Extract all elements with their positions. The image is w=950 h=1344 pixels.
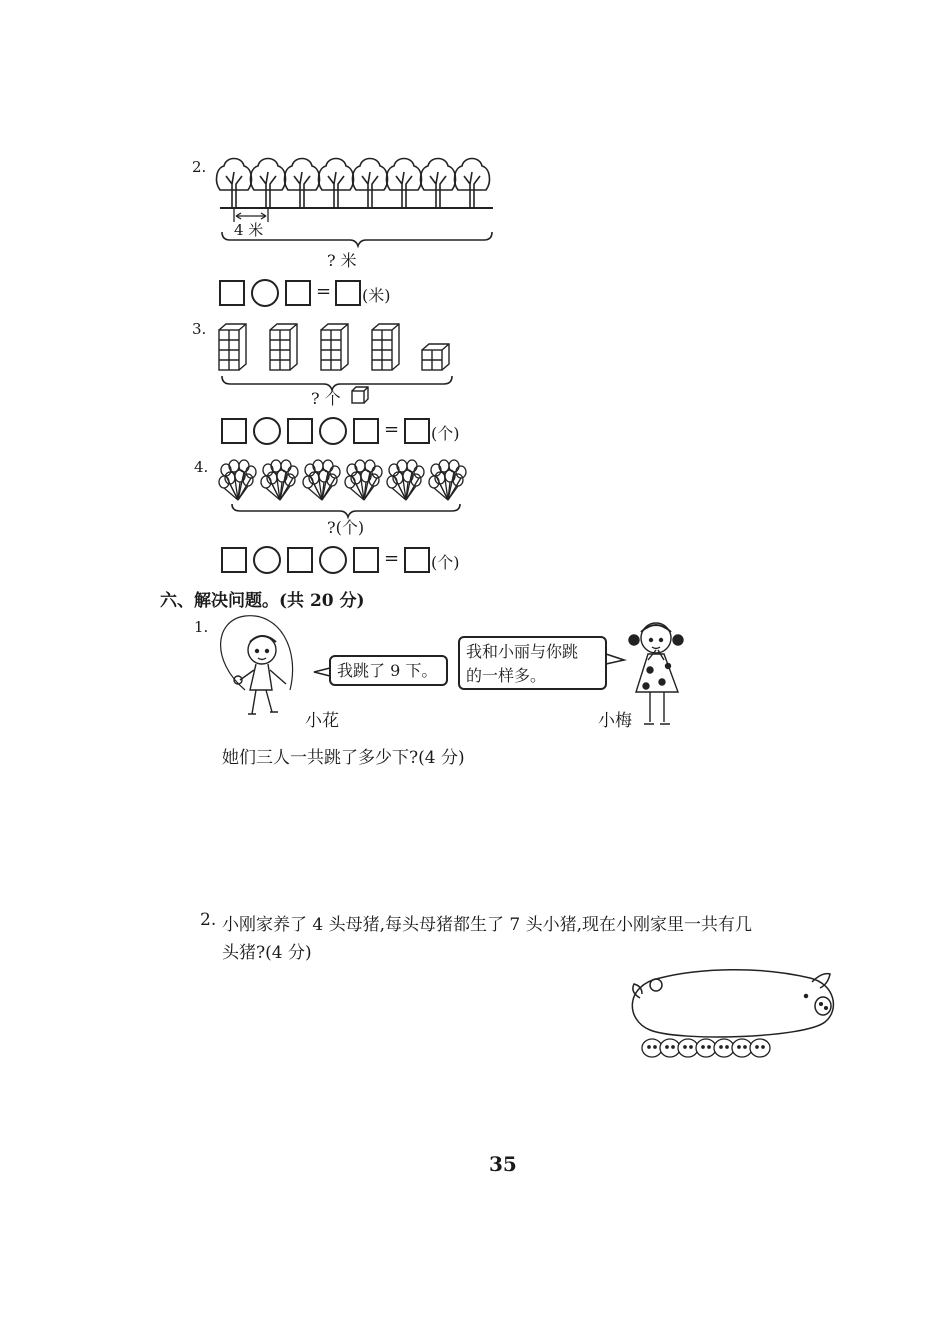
piglet-icon (660, 1039, 680, 1057)
bubble-right-line-1: 我和小丽与你跳 (466, 642, 579, 661)
unit-label: (个) (431, 553, 460, 572)
total-label-2: ? 米 (327, 251, 357, 270)
equals-sign: = (384, 419, 400, 440)
speech-bubble-left: 我跳了 9 下。 (329, 655, 448, 686)
equals-sign: = (384, 548, 400, 569)
equals-sign: = (316, 281, 332, 302)
unit-label: (个) (431, 424, 460, 443)
page-number: 35 (489, 1152, 517, 1176)
piglet-icon (714, 1039, 734, 1057)
total-label-4: ?(个) (327, 518, 365, 537)
piglet-icon (642, 1039, 662, 1057)
q2-line-1: 小刚家养了 4 头母猪,每头母猪都生了 7 头小猪,现在小刚家里一共有几 (222, 915, 753, 935)
bubble-right-line-2: 的一样多。 (466, 666, 547, 685)
name-left: 小花 (305, 711, 339, 731)
q2-number: 2. (200, 910, 217, 930)
piglet-icon (732, 1039, 752, 1057)
q2-line-2: 头猪?(4 分) (222, 943, 312, 963)
piglet-icon (750, 1039, 770, 1057)
segment-label: 4 米 (234, 221, 264, 239)
problem-4-number: 4. (194, 458, 209, 476)
unit-label: (米) (362, 286, 391, 305)
problem-2-number: 2. (192, 158, 207, 176)
section-6-heading: 六、解决问题。(共 20 分) (160, 591, 365, 611)
name-right: 小梅 (598, 711, 632, 731)
q1-number: 1. (194, 618, 209, 636)
q1-question: 她们三人一共跳了多少下?(4 分) (222, 748, 465, 768)
piglet-icon (696, 1039, 716, 1057)
piglet-icon (678, 1039, 698, 1057)
problem-3-number: 3. (192, 320, 207, 338)
total-label-3: ? 个 (311, 389, 341, 408)
